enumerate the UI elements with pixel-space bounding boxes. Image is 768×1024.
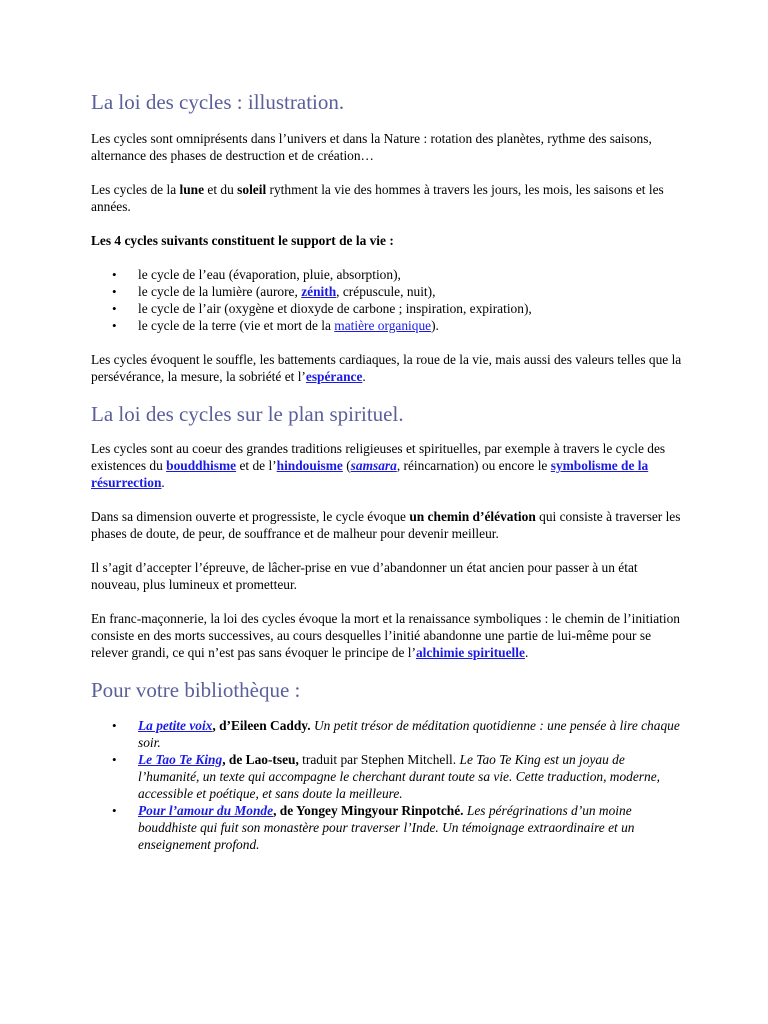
link-alchimie-spirituelle[interactable]: alchimie spirituelle	[415, 645, 525, 660]
heading-illustration: La loi des cycles : illustration.	[91, 90, 345, 114]
link-book-title[interactable]: Pour l’amour du Monde	[138, 803, 274, 818]
paragraph-support	[91, 232, 683, 249]
link-bouddhisme[interactable]: bouddhisme	[166, 458, 237, 473]
paragraph-souffle	[91, 351, 683, 385]
book-translator: traduit par Stephen Mitchell.	[298, 752, 457, 767]
text-span: (	[342, 458, 351, 473]
text-span: Il s’agit d’accepter l’épreuve, de lâcher-prise en vue d’abandonner un état ancien pour passer à un état nouveau, plus lumineux et prometteur.	[91, 560, 638, 592]
text-span: qui consiste à traverser les phases de doute, de peur, de souffrance et de malheur pour devenir meilleur.	[91, 509, 681, 541]
book-item-tao-te-king	[91, 751, 683, 802]
cycles-list	[91, 266, 683, 334]
list-item-text: le cycle de la terre (vie et mort de la	[138, 318, 335, 333]
bold-soleil: soleil	[237, 182, 267, 197]
list-item-eau	[91, 266, 683, 283]
list-item-text: le cycle de l’eau (évaporation, pluie, absorption),	[138, 267, 401, 282]
text-span: , réincarnation) ou encore le	[396, 458, 551, 473]
book-item-petite-voix	[91, 717, 683, 751]
list-item-air	[91, 300, 683, 317]
text-span: .	[362, 369, 366, 384]
list-item-text: , crépuscule, nuit),	[336, 284, 436, 299]
link-symbolisme-resurrection[interactable]: symbolisme de la résurrection	[91, 458, 649, 490]
link-matiere-organique[interactable]: matière organique	[334, 318, 432, 333]
paragraph-epreuve	[91, 559, 683, 593]
list-item-text: ).	[431, 318, 439, 333]
book-description: Le Tao Te King est un joyau de l’humanité, un texte qui accompagne le cherchant durant toute sa vie. Cette traduction, moderne, accessible et poétique, et sans doute la meilleure.	[138, 752, 660, 801]
heading-bibliotheque: Pour votre bibliothèque :	[91, 678, 301, 702]
book-author: , de Yongey Mingyour Rinpotché.	[273, 803, 464, 818]
list-item-text: le cycle de la lumière (aurore,	[138, 284, 302, 299]
book-author: , d’Eileen Caddy.	[212, 718, 311, 733]
text-span: rythment la vie des hommes à travers les jours, les mois, les saisons et les années.	[91, 182, 664, 214]
text-span: En franc-maçonnerie, la loi des cycles évoque la mort et la renaissance symboliques : le chemin de l’initiation consiste en des morts successives, au cours desquelles l’initié abandonne une partie de lui-même pour se relever grandi, ce qui n’est pas sans évoquer le principe de l’	[91, 611, 680, 660]
paragraph-intro	[91, 130, 683, 164]
book-description: Les pérégrinations d’un moine bouddhiste qui fuit son monastère pour traverser l’Inde. Un témoignage extraordinaire et un enseignement profond.	[138, 803, 635, 852]
text-span: Les cycles sont au coeur des grandes traditions religieuses et spirituelles, par exemple à travers le cycle des existences du	[91, 441, 666, 473]
text-span: Dans sa dimension ouverte et progressiste, le cycle évoque	[91, 509, 410, 524]
link-book-title[interactable]: Le Tao Te King	[138, 752, 223, 767]
list-item-lumiere	[91, 283, 683, 300]
bold-chemin-elevation: un chemin d’élévation	[409, 509, 536, 524]
bold-lune: lune	[179, 182, 205, 197]
text-span: .	[524, 645, 529, 660]
text-span: Les cycles évoquent le souffle, les battements cardiaques, la roue de la vie, mais aussi des valeurs telles que la persévérance, la mesure, la sobriété et l’	[91, 352, 682, 384]
text-span: et de l’	[236, 458, 277, 473]
bold-support: Les 4 cycles suivants constituent le support de la vie :	[91, 233, 394, 248]
text-span: .	[161, 475, 165, 490]
link-hindouisme[interactable]: hindouisme	[276, 458, 343, 473]
link-zenith[interactable]: zénith	[301, 284, 337, 299]
link-samsara[interactable]: samsara	[350, 458, 397, 473]
paragraph-franc-maconnerie	[91, 610, 683, 661]
document-content	[91, 86, 683, 853]
book-item-amour-du-monde	[91, 802, 683, 853]
paragraph-elevation	[91, 508, 683, 542]
list-item-text: le cycle de l’air (oxygène et dioxyde de carbone ; inspiration, expiration),	[138, 301, 532, 316]
paragraph-traditions	[91, 440, 683, 491]
heading-spirituel: La loi des cycles sur le plan spirituel.	[91, 402, 404, 426]
paragraph-lune-soleil	[91, 181, 683, 215]
text-span: Les cycles sont omniprésents dans l’univers et dans la Nature : rotation des planètes, rythme des saisons, alternance des phases de destruction et de création…	[91, 131, 652, 163]
books-list	[91, 717, 683, 853]
link-esperance[interactable]: espérance	[305, 369, 363, 384]
text-span: et du	[204, 182, 238, 197]
book-description: Un petit trésor de méditation quotidienne : une pensée à lire chaque soir.	[138, 718, 680, 750]
book-author: , de Lao-tseu,	[222, 752, 299, 767]
text-span: Les cycles de la	[91, 182, 180, 197]
list-item-terre	[91, 317, 683, 334]
link-book-title[interactable]: La petite voix	[138, 718, 213, 733]
